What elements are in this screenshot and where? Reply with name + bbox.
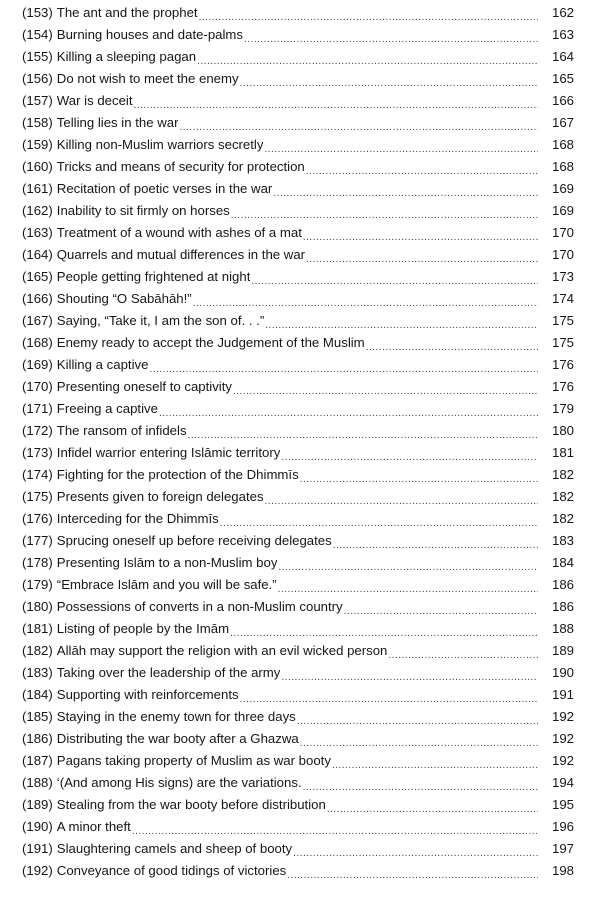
dot-leader [188,420,538,442]
entry-number: (178) [22,555,53,570]
entry-page: 192 [551,753,574,768]
entry-page: 190 [551,665,574,680]
dot-leader [303,222,538,244]
entry-number: (183) [22,665,53,680]
entry-page: 179 [551,401,574,416]
entry-title: ‘(And among His signs) are the variations. [56,775,302,790]
entry-number: (163) [22,225,53,240]
toc-entry [22,860,574,882]
entry-number: (153) [22,5,53,20]
dot-leader [251,266,538,288]
toc-entry [22,684,574,706]
toc-entry [22,288,574,310]
dot-leader [287,860,538,882]
entry-number: (172) [22,423,53,438]
entry-title: Killing a captive [56,357,149,372]
toc-entry [22,838,574,860]
entry-title: Possessions of converts in a non-Muslim country [56,599,343,614]
entry-number: (181) [22,621,53,636]
toc-entry [22,134,574,156]
toc-entry [22,772,574,794]
entry-page: 169 [551,203,574,218]
entry-number: (185) [22,709,53,724]
entry-title: War is deceit [56,93,133,108]
entry-page: 168 [551,159,574,174]
entry-title: Conveyance of good tidings of victories [56,863,287,878]
toc-entry [22,794,574,816]
entry-number: (170) [22,379,53,394]
entry-title: Stealing from the war booty before distribution [56,797,326,812]
dot-leader [264,134,538,156]
entry-title: Freeing a captive [56,401,158,416]
dot-leader [149,354,538,376]
entry-page: 188 [551,621,574,636]
entry-number: (179) [22,577,53,592]
dot-leader [197,46,538,68]
toc-entry [22,90,574,112]
toc-entry [22,310,574,332]
toc-entry [22,398,574,420]
entry-number: (154) [22,27,53,42]
entry-number: (188) [22,775,53,790]
entry-number: (161) [22,181,53,196]
entry-number: (169) [22,357,53,372]
toc-entry [22,750,574,772]
entry-page: 168 [551,137,574,152]
toc-entry [22,596,574,618]
dot-leader [179,112,538,134]
entry-number: (156) [22,71,53,86]
toc-entry [22,266,574,288]
toc-entry [22,486,574,508]
entry-title: Inability to sit firmly on horses [56,203,230,218]
dot-leader [273,178,538,200]
entry-title: Telling lies in the war [56,115,179,130]
entry-title: Presenting oneself to captivity [56,379,232,394]
dot-leader [193,288,538,310]
dot-leader [265,486,538,508]
entry-title: Fighting for the protection of the Dhimmīs [56,467,299,482]
entry-title: A minor theft [56,819,131,834]
entry-number: (180) [22,599,53,614]
entry-title: The ransom of infidels [56,423,187,438]
entry-number: (168) [22,335,53,350]
entry-title: Slaughtering camels and sheep of booty [56,841,293,856]
entry-number: (158) [22,115,53,130]
entry-page: 174 [551,291,574,306]
dot-leader [199,2,538,24]
entry-page: 184 [551,555,574,570]
dot-leader [134,90,538,112]
dot-leader [281,662,538,684]
toc-entry [22,354,574,376]
dot-leader [233,376,538,398]
dot-leader [281,442,538,464]
entry-page: 186 [551,599,574,614]
dot-leader [332,750,538,772]
dot-leader [231,200,538,222]
entry-number: (176) [22,511,53,526]
entry-title: Recitation of poetic verses in the war [56,181,273,196]
toc-entry [22,464,574,486]
dot-leader [297,706,538,728]
dot-leader [220,508,538,530]
toc-entry [22,156,574,178]
entry-page: 176 [551,379,574,394]
entry-title: Taking over the leadership of the army [56,665,281,680]
dot-leader [366,332,538,354]
entry-page: 197 [551,841,574,856]
entry-number: (184) [22,687,53,702]
entry-page: 164 [551,49,574,64]
entry-page: 180 [551,423,574,438]
toc-entry [22,244,574,266]
entry-number: (166) [22,291,53,306]
entry-title: Pagans taking property of Muslim as war booty [56,753,331,768]
entry-page: 167 [551,115,574,130]
dot-leader [388,640,538,662]
dot-leader [344,596,538,618]
dot-leader [306,156,538,178]
entry-page: 173 [551,269,574,284]
toc-entry [22,442,574,464]
entry-page: 181 [551,445,574,460]
entry-title: Allāh may support the religion with an evil wicked person [56,643,388,658]
entry-number: (157) [22,93,53,108]
entry-page: 189 [551,643,574,658]
dot-leader [303,772,538,794]
toc-entry [22,728,574,750]
entry-number: (177) [22,533,53,548]
entry-number: (186) [22,731,53,746]
entry-number: (192) [22,863,53,878]
entry-title: Killing non-Muslim warriors secretly [56,137,264,152]
toc-entry [22,2,574,24]
entry-title: Distributing the war booty after a Ghazwa [56,731,299,746]
toc-entry [22,112,574,134]
entry-number: (171) [22,401,53,416]
entry-title: Staying in the enemy town for three days [56,709,296,724]
dot-leader [293,838,538,860]
entry-page: 166 [551,93,574,108]
dot-leader [333,530,538,552]
entry-number: (167) [22,313,53,328]
entry-title: Interceding for the Dhimmīs [56,511,219,526]
entry-title: Killing a sleeping pagan [56,49,197,64]
entry-page: 182 [551,489,574,504]
dot-leader [240,684,538,706]
toc-entry [22,816,574,838]
toc-entry [22,46,574,68]
entry-page: 196 [551,819,574,834]
entry-number: (182) [22,643,53,658]
dot-leader [230,618,538,640]
dot-leader [244,24,538,46]
dot-leader [278,552,538,574]
toc-entry [22,706,574,728]
toc-entry [22,332,574,354]
entry-title: Presents given to foreign delegates [56,489,264,504]
entry-title: Treatment of a wound with ashes of a mat [56,225,302,240]
entry-page: 163 [551,27,574,42]
dot-leader [240,68,538,90]
dot-leader [159,398,538,420]
toc-entry [22,178,574,200]
entry-page: 194 [551,775,574,790]
dot-leader [300,728,538,750]
toc-entry [22,640,574,662]
entry-page: 191 [551,687,574,702]
entry-number: (191) [22,841,53,856]
entry-number: (175) [22,489,53,504]
entry-page: 165 [551,71,574,86]
entry-number: (164) [22,247,53,262]
toc-entry [22,618,574,640]
entry-title: Supporting with reinforcements [56,687,239,702]
entry-page: 175 [551,313,574,328]
entry-page: 175 [551,335,574,350]
entry-page: 183 [551,533,574,548]
entry-title: Listing of people by the Imām [56,621,230,636]
toc-entry [22,530,574,552]
toc-entry [22,662,574,684]
table-of-contents [22,2,574,882]
entry-title: Quarrels and mutual differences in the war [56,247,306,262]
entry-number: (174) [22,467,53,482]
entry-title: Enemy ready to accept the Judgement of the Muslim [56,335,365,350]
toc-entry [22,68,574,90]
entry-title: Presenting Islām to a non-Muslim boy [56,555,278,570]
dot-leader [278,574,538,596]
entry-page: 170 [551,247,574,262]
entry-page: 182 [551,467,574,482]
entry-title: Sprucing oneself up before receiving delegates [56,533,332,548]
entry-title: People getting frightened at night [56,269,251,284]
entry-page: 162 [551,5,574,20]
entry-number: (159) [22,137,53,152]
toc-entry [22,24,574,46]
toc-entry [22,200,574,222]
entry-number: (173) [22,445,53,460]
entry-title: “Embrace Islām and you will be safe.” [56,577,277,592]
entry-title: Saying, “Take it, I am the son of. . .” [56,313,265,328]
dot-leader [327,794,538,816]
toc-entry [22,574,574,596]
entry-title: Do not wish to meet the enemy [56,71,239,86]
toc-entry [22,420,574,442]
entry-number: (187) [22,753,53,768]
dot-leader [265,310,538,332]
dot-leader [132,816,538,838]
entry-page: 192 [551,709,574,724]
toc-entry [22,222,574,244]
toc-entry [22,508,574,530]
entry-number: (190) [22,819,53,834]
entry-number: (162) [22,203,53,218]
entry-page: 170 [551,225,574,240]
entry-number: (160) [22,159,53,174]
entry-title: Tricks and means of security for protection [56,159,305,174]
entry-page: 176 [551,357,574,372]
entry-title: The ant and the prophet [56,5,198,20]
entry-title: Infidel warrior entering Islāmic territory [56,445,281,460]
toc-entry [22,376,574,398]
toc-entry [22,552,574,574]
entry-page: 198 [551,863,574,878]
dot-leader [306,244,538,266]
entry-page: 195 [551,797,574,812]
entry-page: 182 [551,511,574,526]
entry-page: 192 [551,731,574,746]
dot-leader [300,464,538,486]
entry-title: Burning houses and date-palms [56,27,244,42]
entry-number: (189) [22,797,53,812]
entry-title: Shouting “O Sabāhāh!” [56,291,192,306]
entry-number: (155) [22,49,53,64]
entry-number: (165) [22,269,53,284]
entry-page: 186 [551,577,574,592]
entry-page: 169 [551,181,574,196]
